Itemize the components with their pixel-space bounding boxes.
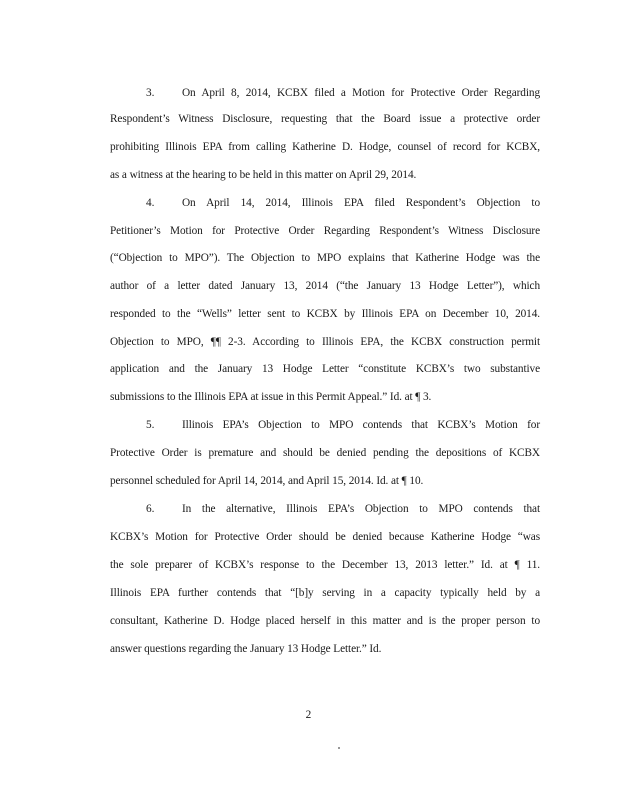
text-line: prohibiting Illinois EPA from calling Katherine D. Hodge, counsel of record for KCBX, <box>110 141 540 153</box>
text-line: consultant, Katherine D. Hodge placed herself in this matter and is the proper person to <box>110 615 540 627</box>
text-line: KCBX’s Motion for Protective Order should be denied because Katherine Hodge “was <box>110 531 540 543</box>
text-line: In the alternative, Illinois EPA’s Objection to MPO contends that <box>182 503 540 515</box>
text-line: submissions to the Illinois EPA at issue in this Permit Appeal.” Id. at ¶ 3. <box>110 391 432 403</box>
text-line: application and the January 13 Hodge Letter “constitute KCBX’s two substantive <box>110 363 540 375</box>
paragraph-number: 4. <box>146 197 155 209</box>
text-line: (“Objection to MPO”). The Objection to MPO explains that Katherine Hodge was the <box>110 252 540 264</box>
paragraph-number: 3. <box>146 87 155 99</box>
text-line: On April 14, 2014, Illinois EPA filed Respondent’s Objection to <box>182 197 540 209</box>
text-line: Protective Order is premature and should be denied pending the depositions of KCBX <box>110 447 540 459</box>
text-line: as a witness at the hearing to be held in this matter on April 29, 2014. <box>110 169 417 181</box>
text-line: Petitioner’s Motion for Protective Order Regarding Respondent’s Witness Disclosure <box>110 225 540 237</box>
text-line: personnel scheduled for April 14, 2014, and April 15, 2014. Id. at ¶ 10. <box>110 475 424 487</box>
text-line: answer questions regarding the January 13 Hodge Letter.” Id. <box>110 643 382 655</box>
text-line: Objection to MPO, ¶¶ 2-3. According to Illinois EPA, the KCBX construction permit <box>110 336 540 348</box>
scan-artifact <box>338 747 340 749</box>
text-line: author of a letter dated January 13, 2014 (“the January 13 Hodge Letter”), which <box>110 280 540 292</box>
page-number: 2 <box>305 709 312 721</box>
paragraph-number: 6. <box>146 503 155 515</box>
text-line: responded to the “Wells” letter sent to KCBX by Illinois EPA on December 10, 2014. <box>110 308 540 320</box>
text-line: Respondent’s Witness Disclosure, requesting that the Board issue a protective order <box>110 113 540 125</box>
text-line: On April 8, 2014, KCBX filed a Motion for Protective Order Regarding <box>182 87 540 99</box>
text-line: the sole preparer of KCBX’s response to the December 13, 2013 letter.” Id. at ¶ 11. <box>110 559 540 571</box>
text-line: Illinois EPA further contends that “[b]y serving in a capacity typically held by a <box>110 587 540 599</box>
paragraph-number: 5. <box>146 419 155 431</box>
text-line: Illinois EPA’s Objection to MPO contends that KCBX’s Motion for <box>182 419 540 431</box>
